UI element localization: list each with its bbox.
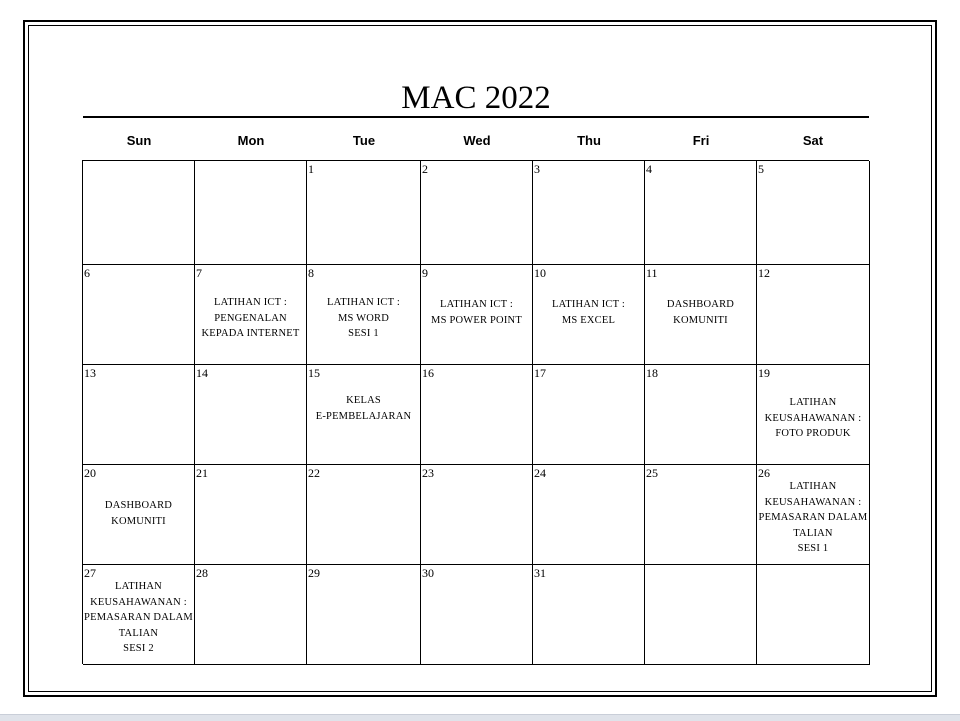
day-number: 8 [308, 266, 314, 280]
calendar-day-cell[interactable] [307, 465, 421, 565]
day-number: 21 [196, 466, 208, 480]
event-line: LATIHAN ICT : [552, 299, 625, 310]
event-line: MS WORD [337, 312, 390, 324]
event-line: LATIHAN ICT : [214, 297, 287, 308]
day-number: 23 [422, 466, 434, 480]
calendar-day-cell[interactable] [533, 465, 645, 565]
calendar-grid [82, 160, 869, 664]
day-number: 24 [534, 466, 546, 480]
calendar-day-cell[interactable] [533, 565, 645, 665]
event-line: TALIAN [118, 627, 159, 639]
event-line: FOTO PRODUK [775, 428, 851, 439]
calendar-event [421, 297, 532, 328]
calendar-day-cell[interactable] [757, 365, 870, 465]
event-line: TALIAN [793, 527, 833, 539]
day-number: 20 [84, 466, 96, 480]
day-number: 4 [646, 162, 652, 176]
event-line: MS EXCEL [561, 314, 616, 326]
event-line: SESI 1 [348, 328, 379, 339]
weekday-thu: Thu [577, 133, 601, 148]
calendar-event [757, 479, 869, 557]
calendar-day-cell[interactable] [421, 265, 533, 365]
calendar-day-cell[interactable] [757, 565, 870, 665]
day-number: 18 [646, 366, 658, 380]
event-line: LATIHAN [115, 581, 162, 592]
calendar-day-cell[interactable] [83, 161, 195, 265]
calendar-event [757, 395, 869, 442]
event-line: LATIHAN ICT : [327, 297, 400, 308]
calendar-title: MAC 2022 [401, 80, 551, 116]
calendar-day-cell[interactable] [757, 465, 870, 565]
calendar-event [533, 297, 644, 328]
calendar-day-cell[interactable] [307, 565, 421, 665]
weekday-sun: Sun [126, 133, 152, 148]
day-number: 3 [534, 162, 540, 176]
calendar-event [645, 297, 756, 328]
calendar-day-cell[interactable] [195, 365, 307, 465]
calendar-event [195, 295, 306, 342]
event-line: KOMUNITI [673, 314, 728, 326]
event-line: KEPADA INTERNET [201, 328, 300, 339]
weekday-tue: Tue [352, 133, 376, 148]
day-number: 30 [422, 566, 434, 580]
calendar-day-cell[interactable] [533, 365, 645, 465]
weekday-fri: Fri [692, 133, 710, 148]
event-line: LATIHAN [789, 481, 837, 492]
calendar-event [307, 295, 420, 342]
weekday-mon: Mon [237, 133, 265, 148]
event-line: PEMASARAN DALAM [758, 512, 868, 523]
day-number: 1 [308, 162, 314, 176]
event-line: KEUSAHAWANAN : [764, 412, 862, 424]
day-number: 10 [534, 266, 546, 280]
event-line: DASHBOARD [666, 299, 735, 310]
day-number: 19 [758, 366, 770, 380]
calendar-day-cell[interactable] [421, 161, 533, 265]
day-number: 12 [758, 266, 770, 280]
event-line: E-PEMBELAJARAN [315, 410, 412, 422]
calendar-day-cell[interactable] [421, 365, 533, 465]
day-number: 22 [308, 466, 320, 480]
day-number: 26 [758, 466, 770, 480]
day-number: 25 [646, 466, 658, 480]
event-line: PENGENALAN [214, 312, 287, 324]
event-line: PEMASARAN DALAM [84, 612, 193, 623]
calendar-day-cell[interactable] [195, 265, 307, 365]
calendar-event [83, 498, 194, 529]
day-number: 29 [308, 566, 320, 580]
calendar-day-cell[interactable] [645, 565, 757, 665]
calendar-day-cell[interactable] [757, 265, 870, 365]
event-line: MS POWER POINT [431, 314, 522, 326]
day-number: 15 [308, 366, 320, 380]
day-number: 5 [758, 162, 764, 176]
calendar-day-cell[interactable] [83, 565, 195, 665]
event-line: KEUSAHAWANAN : [764, 496, 862, 508]
calendar-day-cell[interactable] [83, 265, 195, 365]
day-number: 6 [84, 266, 90, 280]
day-number: 28 [196, 566, 208, 580]
event-line: SESI 1 [797, 543, 829, 554]
day-number: 13 [84, 366, 96, 380]
title-divider [83, 116, 869, 118]
day-number: 11 [646, 266, 658, 280]
weekday-wed: Wed [463, 133, 491, 148]
day-number: 7 [196, 266, 202, 280]
calendar-day-cell[interactable] [645, 465, 757, 565]
day-number: 17 [534, 366, 546, 380]
calendar-day-cell[interactable] [307, 265, 421, 365]
day-number: 31 [534, 566, 546, 580]
day-number: 2 [422, 162, 428, 176]
weekday-header-row [83, 130, 869, 152]
calendar-day-cell[interactable] [645, 161, 757, 265]
calendar-event [307, 393, 420, 424]
day-number: 27 [84, 566, 96, 580]
calendar-day-cell[interactable] [307, 365, 421, 465]
event-line: LATIHAN [789, 397, 837, 408]
calendar-day-cell[interactable] [421, 565, 533, 665]
event-line: KEUSAHAWANAN : [90, 596, 187, 608]
weekday-sat: Sat [802, 133, 824, 148]
event-line: KOMUNITI [111, 515, 166, 527]
calendar-day-cell[interactable] [195, 465, 307, 565]
calendar-day-cell[interactable] [195, 565, 307, 665]
calendar-day-cell[interactable] [83, 365, 195, 465]
calendar-day-cell[interactable] [533, 161, 645, 265]
event-line: KELAS [346, 395, 381, 406]
calendar-day-cell[interactable] [645, 365, 757, 465]
event-line: SESI 2 [123, 643, 154, 654]
calendar-day-cell[interactable] [195, 161, 307, 265]
calendar-day-cell[interactable] [757, 161, 870, 265]
day-number: 9 [422, 266, 428, 280]
calendar-day-cell[interactable] [533, 265, 645, 365]
calendar-day-cell[interactable] [83, 465, 195, 565]
calendar-day-cell[interactable] [645, 265, 757, 365]
day-number: 14 [196, 366, 208, 380]
calendar-day-cell[interactable] [307, 161, 421, 265]
calendar-day-cell[interactable] [421, 465, 533, 565]
calendar-event [83, 579, 194, 657]
event-line: DASHBOARD [104, 500, 173, 511]
day-number: 16 [422, 366, 434, 380]
event-line: LATIHAN ICT : [440, 299, 513, 310]
